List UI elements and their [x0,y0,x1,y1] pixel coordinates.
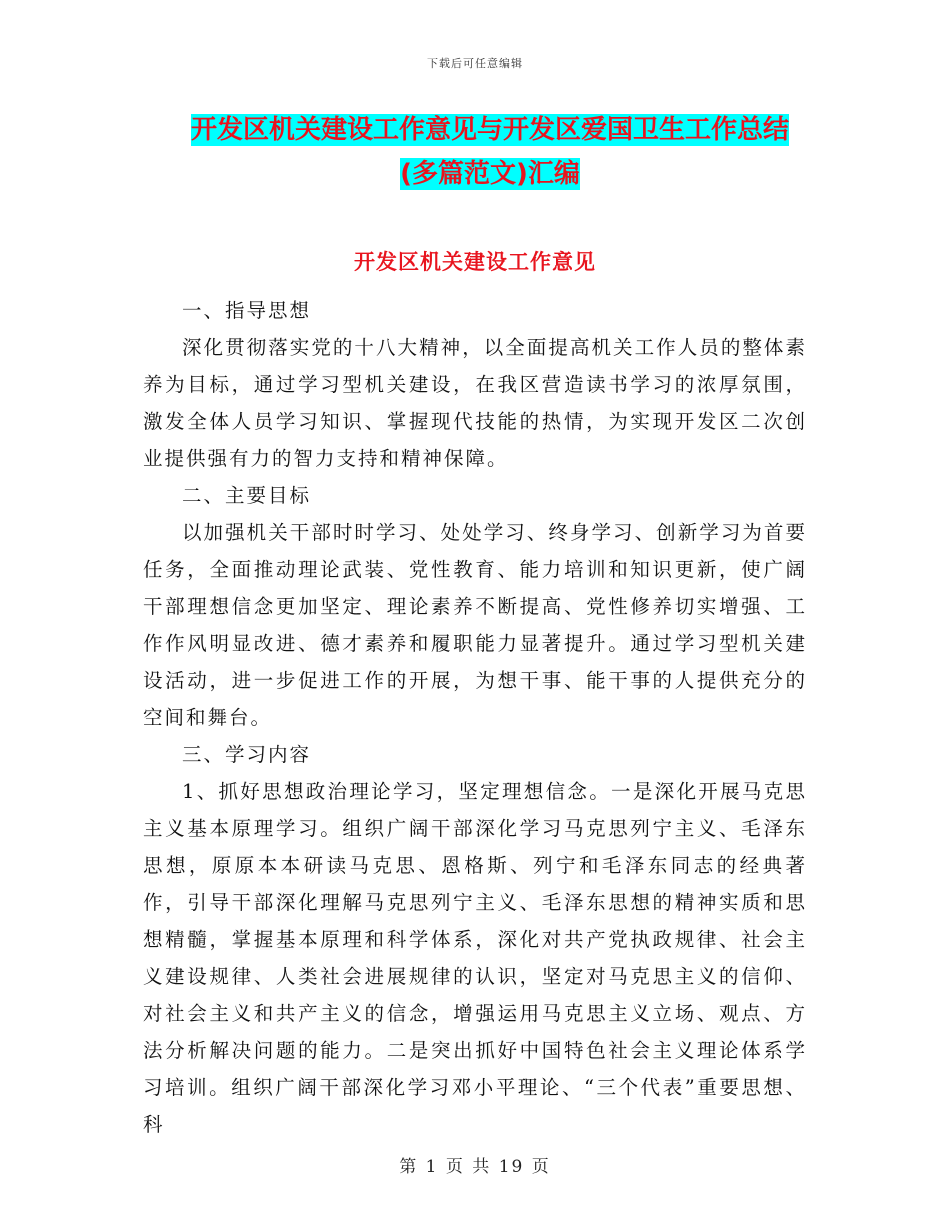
page-number: 第 1 页 共 19 页 [399,1157,551,1177]
header-note: 下载后可任意编辑 [427,57,523,70]
heading-study-content: 三、学习内容 [182,743,312,766]
title-line-2: (多篇范文)汇编 [400,159,580,189]
paragraph: 1、抓好思想政治理论学习，坚定理想信念。一是深化开展马克思主义基本原理学习。组织广阔干部深化学习马克思列宁主义、毛泽东思想，原原本本研读马克思、恩格斯、列宁和毛泽东同志的经典著作，引导干部深化理解马克思列宁主义、毛泽东思想的精神实质和思想精髓，掌握基本原理和科学体系，深化对共产党执政规律、社会主义建设规律、人类社会进展规律的认识，坚定对马克思主义的信仰、对社会主义和共产主义的信念，增强运用马克思主义立场、观点、方法分析解决问题的能力。二是突出抓好中国特色社会主义理论体系学习培训。组织广阔干部深化学习邓小平理论、“三个代表”重要思想、科 [143,780,807,1136]
title-line-1: 开发区机关建设工作意见与开发区爱国卫生工作总结 [190,115,789,145]
heading-main-goals: 二、主要目标 [182,484,312,507]
document-body [143,292,807,1143]
document-title [140,108,840,196]
heading-guiding-thought: 一、指导思想 [182,299,312,322]
paragraph: 深化贯彻落实党的十八大精神，以全面提高机关工作人员的整体素养为目标，通过学习型机关建设，在我区营造读书学习的浓厚氛围，激发全体人员学习知识、掌握现代技能的热情，为实现开发区二次创业提供强有力的智力支持和精神保障。 [143,336,807,470]
section-title: 开发区机关建设工作意见 [354,250,596,274]
paragraph: 以加强机关干部时时学习、处处学习、终身学习、创新学习为首要任务，全面推动理论武装、党性教育、能力培训和知识更新，使广阔干部理想信念更加坚定、理论素养不断提高、党性修养切实增强、工作作风明显改进、德才素养和履职能力显著提升。通过学习型机关建设活动，进一步促进工作的开展，为想干事、能干事的人提供充分的空间和舞台。 [143,521,807,729]
